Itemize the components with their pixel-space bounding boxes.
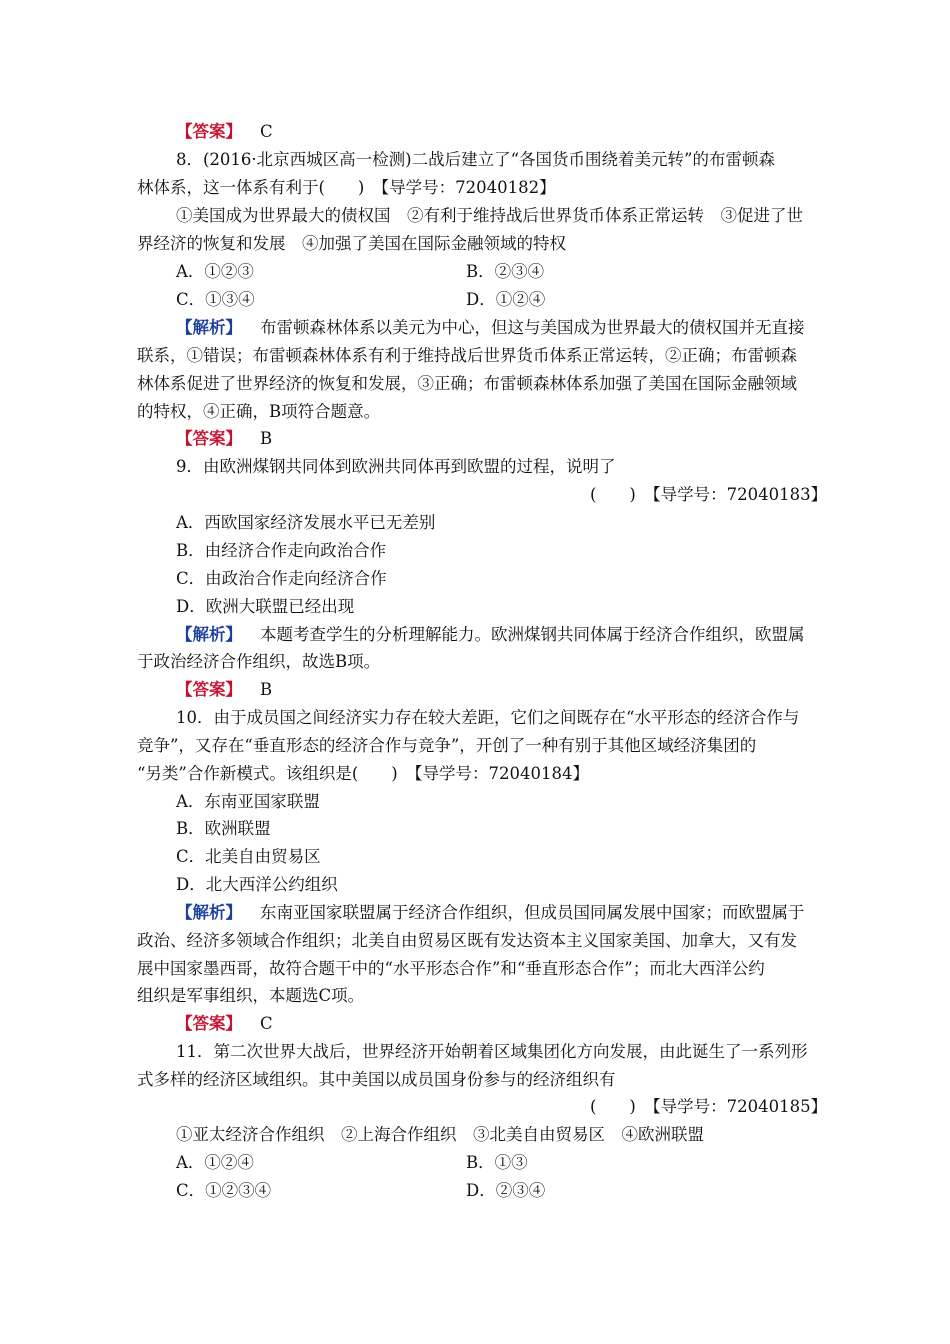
option-a: A．①②③: [176, 262, 254, 281]
answer-line: [176, 428, 272, 450]
option-c: C．由政治合作走向经济合作: [176, 569, 387, 588]
answer-tag: 【答案】: [176, 1014, 242, 1033]
option-c: C．北美自由贸易区: [176, 847, 321, 866]
analysis-tag: 【解析】: [176, 625, 242, 644]
analysis-text: 本题考查学生的分析理解能力。欧洲煤钢共同体属于经济合作组织，欧盟属: [260, 625, 805, 644]
analysis-text: 组织是军事组织，本题选C项。: [137, 986, 365, 1005]
question-stem: “另类”合作新模式。该组织是( ) 【导学号：72040184】: [137, 764, 589, 783]
answer-value: C: [260, 1014, 273, 1033]
answer-line: [176, 121, 273, 143]
analysis-text: 于政治经济合作组织，故选B项。: [137, 652, 381, 671]
question-stem: 11．第二次世界大战后，世界经济开始朝着区域集团化方向发展，由此诞生了一系列形: [176, 1042, 808, 1061]
analysis-line: [176, 317, 805, 339]
answer-line: [176, 679, 272, 701]
question-ref: ( ) 【导学号：72040183】: [590, 485, 828, 504]
question-statements: ①亚太经济合作组织 ②上海合作组织 ③北美自由贸易区 ④欧洲联盟: [176, 1125, 704, 1144]
option-c: C．①③④: [176, 290, 255, 309]
analysis-text: 布雷顿森林体系以美元为中心，但这与美国成为世界最大的债权国并无直接: [260, 318, 805, 337]
question-ref: ( ) 【导学号：72040185】: [590, 1097, 828, 1116]
option-d: D．①②④: [466, 290, 546, 309]
answer-value: B: [260, 429, 273, 448]
option-c: C．①②③④: [176, 1181, 272, 1200]
answer-line: [176, 1013, 273, 1035]
option-a: A．西欧国家经济发展水平已无差别: [176, 513, 436, 532]
answer-value: C: [260, 122, 273, 141]
question-statements: ①美国成为世界最大的债权国 ②有利于维持战后世界货币体系正常运转 ③促进了世: [176, 206, 803, 225]
answer-tag: 【答案】: [176, 122, 242, 141]
answer-value: B: [260, 680, 273, 699]
option-a: A．①②④: [176, 1153, 254, 1172]
option-b: B．②③④: [466, 262, 545, 281]
analysis-text: 东南亚国家联盟属于经济合作组织，但成员国同属发展中国家；而欧盟属于: [260, 903, 805, 922]
question-stem: 9．由欧洲煤钢共同体到欧洲共同体再到欧盟的过程，说明了: [176, 457, 616, 476]
option-d: D．②③④: [466, 1181, 546, 1200]
analysis-tag: 【解析】: [176, 318, 242, 337]
question-stem: 竞争”，又存在“垂直形态的经济合作与竞争”，开创了一种有别于其他区域经济集团的: [137, 736, 757, 755]
option-d: D．欧洲大联盟已经出现: [176, 597, 355, 616]
question-stem: 式多样的经济区域组织。其中美国以成员国身份参与的经济组织有: [137, 1070, 616, 1089]
question-statements: 界经济的恢复和发展 ④加强了美国在国际金融领域的特权: [137, 234, 566, 253]
question-stem: 林体系，这一体系有利于( ) 【导学号：72040182】: [137, 178, 556, 197]
answer-tag: 【答案】: [176, 429, 242, 448]
option-b: B．①③: [466, 1153, 528, 1172]
analysis-line: [176, 902, 805, 924]
question-stem: 8．(2016·北京西城区高一检测)二战后建立了“各国货币围绕着美元转”的布雷顿森: [176, 150, 775, 169]
analysis-text: 展中国家墨西哥，故符合题干中的“水平形态合作”和“垂直形态合作”；而北大西洋公约: [137, 959, 765, 978]
analysis-tag: 【解析】: [176, 903, 242, 922]
option-a: A．东南亚国家联盟: [176, 792, 320, 811]
analysis-text: 政治、经济多领域合作组织；北美自由贸易区既有发达资本主义国家美国、加拿大，又有发: [137, 931, 797, 950]
analysis-text: 林体系促进了世界经济的恢复和发展，③正确；布雷顿森林体系加强了美国在国际金融领域: [137, 374, 797, 393]
option-b: B．欧洲联盟: [176, 819, 271, 838]
analysis-text: 联系，①错误；布雷顿森林体系有利于维持战后世界货币体系正常运转，②正确；布雷顿森: [137, 346, 797, 365]
option-d: D．北大西洋公约组织: [176, 875, 338, 894]
option-b: B．由经济合作走向政治合作: [176, 541, 387, 560]
answer-tag: 【答案】: [176, 680, 242, 699]
analysis-line: [176, 624, 805, 646]
question-stem: 10．由于成员国之间经济实力存在较大差距，它们之间既存在“水平形态的经济合作与: [176, 708, 800, 727]
analysis-text: 的特权，④正确，B项符合题意。: [137, 402, 381, 421]
